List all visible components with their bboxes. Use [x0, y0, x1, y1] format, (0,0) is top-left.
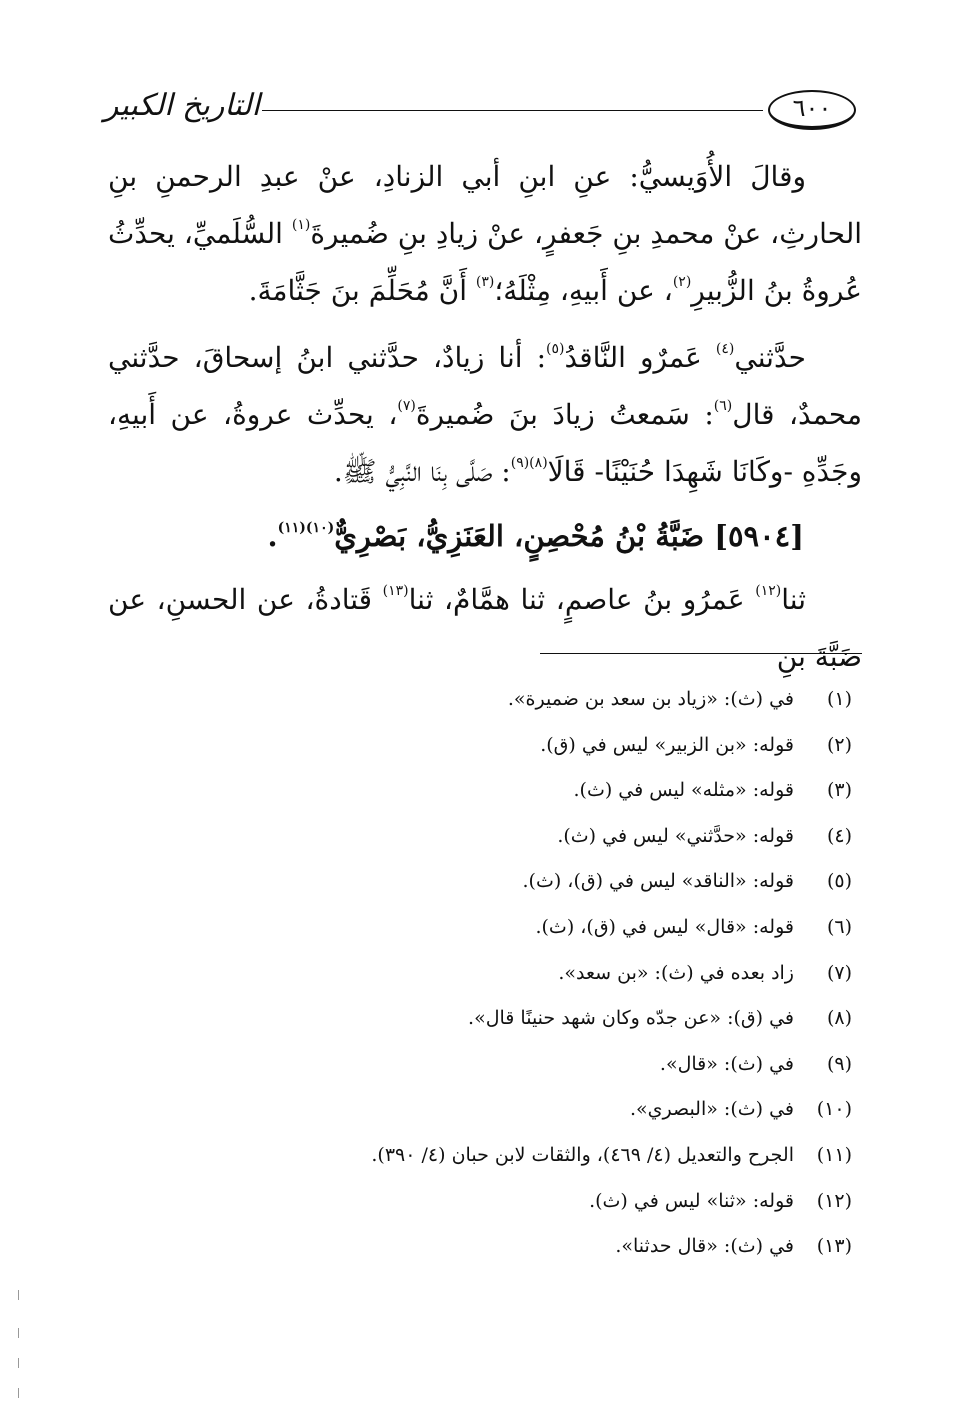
footnote-number: (١): [826, 688, 852, 710]
footnote-item: [92, 1179, 852, 1225]
footnote-number: (٢): [826, 733, 852, 756]
text-segment: حدَّثني: [734, 341, 806, 374]
entry-heading: [108, 508, 862, 565]
footnote-number: (١٠): [816, 1098, 852, 1121]
footnote-text: في (ث): «قال».: [659, 1052, 794, 1075]
footnote-number: (٣): [826, 779, 852, 802]
margin-mark: [18, 1358, 19, 1368]
footnote-number: (٩): [826, 1052, 852, 1075]
footnote-item: [92, 1224, 852, 1270]
footnote-text: الجرح والتعديل (٤/ ٤٦٩)، والثقات لابن حبان (٤/ ٣٩٠).: [371, 1143, 794, 1166]
footnote-ref: (٧): [397, 398, 416, 414]
footnote-number: (٦): [826, 915, 852, 938]
footnote-ref: (١٣): [382, 583, 409, 599]
footnote-item: [92, 768, 852, 814]
footnote-item: [92, 996, 852, 1042]
text-segment: أَنَّ مُحَلِّمَ بنَ جَثَّامَةَ.: [248, 274, 476, 307]
footnote-separator: [540, 653, 862, 654]
text-segment: ثنا: [781, 583, 806, 616]
footnote-ref: (٥): [546, 341, 565, 357]
footnote-number: (١١): [816, 1143, 852, 1166]
entry-heading-end: .: [267, 519, 278, 553]
footnote-item: [92, 677, 852, 723]
footnote-ref: (٨)(٩): [510, 455, 548, 471]
footnote-item: [92, 905, 852, 951]
scan-margin-marks: [18, 1290, 20, 1400]
footnote-text: قوله: «ثنا» ليس في (ث).: [589, 1189, 794, 1212]
margin-mark: [18, 1388, 19, 1398]
page-number: ٦٠٠: [768, 90, 856, 130]
footnote-number: (٧): [826, 961, 852, 984]
footnote-number: (٨): [826, 1007, 852, 1030]
footnote-text: قوله: «قال» ليس في (ق)، (ث).: [535, 915, 794, 938]
text-segment: السُّلَميِّ، يحدِّثُ عُروةُ بنُ الزُّبيرِ: [108, 217, 862, 307]
footnote-text: قوله: «الناقد» ليس في (ق)، (ث).: [522, 870, 794, 893]
footnote-ref: (٢): [672, 274, 692, 290]
paragraph-2: [108, 329, 862, 500]
footnote-ref: (١): [291, 217, 311, 233]
footnotes: [92, 677, 852, 1270]
footnote-number: (٤): [826, 824, 852, 847]
text-segment: عَمرُو بنُ عاصمٍ، ثنا همَّامٌ، ثنا: [408, 583, 756, 616]
page-header: [103, 86, 858, 130]
footnote-item: [92, 1042, 852, 1088]
text-segment: : صَلَّى بِنَا النَّبِيُّ ﷺ.: [333, 455, 511, 488]
footnote-ref: (٣): [475, 274, 495, 290]
footnote-number: (١٢): [816, 1189, 852, 1212]
footnote-text: في (ث): «البصري».: [629, 1098, 794, 1121]
footnote-ref: (٦): [713, 398, 733, 414]
text-segment: وقالَ الأُوَيسيُّ: عنِ ابنِ أبي الزنادِ، عنْ عبدِ الرحمنِ بنِ الحارثِ، عنْ محمدِ بنِ جَعفرٍ، عنْ زيادِ بنِ ضُميرةَ: [108, 160, 862, 250]
footnote-text: في (ث): «قال حدثنا».: [615, 1235, 794, 1258]
running-title: التاريخ الكبير: [103, 88, 260, 123]
margin-mark: [18, 1328, 19, 1338]
footnote-ref: (١٠)(١١): [277, 520, 335, 536]
footnote-item: [92, 951, 852, 997]
footnote-item: [92, 1133, 852, 1179]
footnote-ref: (١٢): [755, 583, 782, 599]
footnote-text: زاد بعده في (ث): «بن سعد».: [558, 961, 794, 984]
text-segment: ، يحدِّث عروةُ، عن أَبيهِ، وجَدِّهِ -وكَانَا شَهِدَا حُنَيْنًا- قَالَا: [108, 398, 862, 488]
text-segment: ، عن أَبيهِ، مِثْلَهُ؛: [494, 274, 673, 307]
text-segment: قَتادةُ، عن الحسنِ، عن ضَبَّةَ بنِ: [108, 583, 862, 673]
footnote-item: [92, 814, 852, 860]
footnote-text: قوله: «حدَّثني» ليس في (ث).: [557, 824, 794, 847]
footnote-text: قوله: «مثله» ليس في (ث).: [573, 779, 794, 802]
main-text: [108, 148, 862, 685]
footnote-item: [92, 1087, 852, 1133]
footnote-number: (٥): [826, 870, 852, 893]
paragraph-3: [108, 571, 862, 685]
entry-heading-text: [٥٩٠٤] ضَبَّةُ بْنُ مُحْصِنٍ، العَنَزِيُّ، بَصْرِيٌّ: [334, 519, 804, 553]
paragraph-1: [108, 148, 862, 319]
footnote-item: [92, 859, 852, 905]
text-segment: : أنا زيادٌ، حدَّثني ابنُ إسحاقَ، حدَّثني محمدٌ، قال: [108, 341, 862, 431]
margin-mark: [18, 1290, 19, 1300]
footnote-text: في (ق): «عن جدّه وكان شهد حنينًا قال».: [468, 1007, 794, 1030]
text-segment: عَمرٌو النَّاقدُ: [564, 341, 716, 374]
footnote-number: (١٣): [816, 1235, 852, 1258]
text-segment: : سَمعتُ زيادَ بنَ ضُميرةَ: [415, 398, 714, 431]
footnote-text: في (ث): «زياد بن سعد بن ضميرة».: [507, 688, 794, 710]
footnote-item: [92, 723, 852, 769]
footnote-text: قوله: «بن الزبير» ليس في (ق).: [540, 733, 794, 756]
header-rule: [262, 110, 763, 111]
footnote-ref: (٤): [715, 341, 735, 357]
